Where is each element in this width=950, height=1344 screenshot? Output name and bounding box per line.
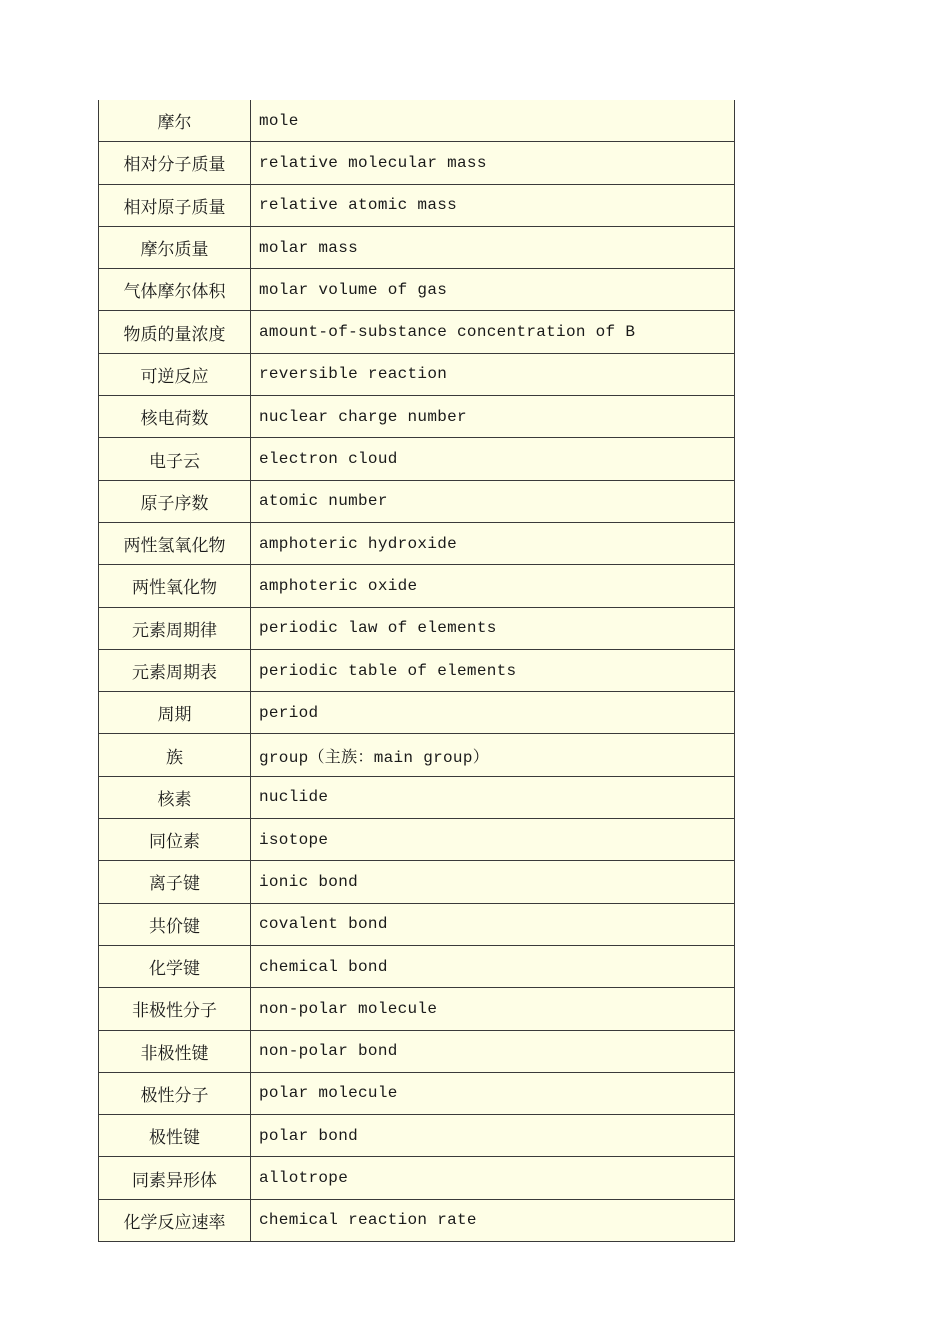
chinese-term: 极性分子	[99, 1072, 251, 1114]
table-row	[99, 1030, 735, 1072]
english-term: molar mass	[251, 226, 735, 268]
english-term: polar bond	[251, 1115, 735, 1157]
english-term: reversible reaction	[251, 353, 735, 395]
chinese-term: 元素周期表	[99, 649, 251, 691]
chinese-term: 相对分子质量	[99, 142, 251, 184]
table-row	[99, 184, 735, 226]
chinese-term: 化学键	[99, 945, 251, 987]
chinese-term: 两性氢氧化物	[99, 522, 251, 564]
table-row	[99, 819, 735, 861]
glossary-body	[99, 100, 735, 1242]
chinese-term: 共价键	[99, 903, 251, 945]
table-row	[99, 226, 735, 268]
english-term: amphoteric oxide	[251, 565, 735, 607]
english-term: relative molecular mass	[251, 142, 735, 184]
english-term: allotrope	[251, 1157, 735, 1199]
chinese-term: 原子序数	[99, 480, 251, 522]
english-term: nuclear charge number	[251, 396, 735, 438]
chinese-term: 同素异形体	[99, 1157, 251, 1199]
table-row	[99, 776, 735, 818]
english-term: covalent bond	[251, 903, 735, 945]
chinese-term: 可逆反应	[99, 353, 251, 395]
chinese-term: 极性键	[99, 1115, 251, 1157]
english-term: nuclide	[251, 776, 735, 818]
chinese-term: 摩尔	[99, 100, 251, 142]
table-row	[99, 353, 735, 395]
chinese-term: 相对原子质量	[99, 184, 251, 226]
chinese-term: 化学反应速率	[99, 1199, 251, 1241]
table-row	[99, 861, 735, 903]
english-term: non-polar bond	[251, 1030, 735, 1072]
english-term: periodic table of elements	[251, 649, 735, 691]
table-row	[99, 100, 735, 142]
table-row	[99, 945, 735, 987]
table-row	[99, 311, 735, 353]
english-term: molar volume of gas	[251, 269, 735, 311]
table-row	[99, 269, 735, 311]
chinese-term: 两性氧化物	[99, 565, 251, 607]
table-row	[99, 649, 735, 691]
chinese-term: 同位素	[99, 819, 251, 861]
table-row	[99, 692, 735, 734]
chinese-term: 非极性分子	[99, 988, 251, 1030]
table-row	[99, 1072, 735, 1114]
table-row	[99, 988, 735, 1030]
english-term: electron cloud	[251, 438, 735, 480]
english-term: period	[251, 692, 735, 734]
table-row	[99, 565, 735, 607]
chinese-term: 核电荷数	[99, 396, 251, 438]
english-term: chemical bond	[251, 945, 735, 987]
table-row	[99, 480, 735, 522]
table-row	[99, 438, 735, 480]
chinese-term: 族	[99, 734, 251, 776]
english-term: non-polar molecule	[251, 988, 735, 1030]
table-row	[99, 522, 735, 564]
english-term: amphoteric hydroxide	[251, 522, 735, 564]
english-term: polar molecule	[251, 1072, 735, 1114]
table-row	[99, 1157, 735, 1199]
table-row	[99, 734, 735, 776]
glossary-table	[98, 100, 735, 1242]
table-row	[99, 396, 735, 438]
chinese-term: 周期	[99, 692, 251, 734]
chinese-term: 气体摩尔体积	[99, 269, 251, 311]
chinese-term: 核素	[99, 776, 251, 818]
chinese-term: 非极性键	[99, 1030, 251, 1072]
chinese-term: 离子键	[99, 861, 251, 903]
english-term: mole	[251, 100, 735, 142]
english-term: isotope	[251, 819, 735, 861]
english-term: relative atomic mass	[251, 184, 735, 226]
english-term: ionic bond	[251, 861, 735, 903]
english-term: amount-of-substance concentration of B	[251, 311, 735, 353]
table-row	[99, 1115, 735, 1157]
english-term: periodic law of elements	[251, 607, 735, 649]
table-row	[99, 1199, 735, 1241]
english-term: group（主族：main group）	[251, 734, 735, 776]
english-term: atomic number	[251, 480, 735, 522]
chinese-term: 摩尔质量	[99, 226, 251, 268]
table-row	[99, 607, 735, 649]
table-row	[99, 142, 735, 184]
chinese-term: 电子云	[99, 438, 251, 480]
english-term: chemical reaction rate	[251, 1199, 735, 1241]
chinese-term: 物质的量浓度	[99, 311, 251, 353]
table-row	[99, 903, 735, 945]
chinese-term: 元素周期律	[99, 607, 251, 649]
